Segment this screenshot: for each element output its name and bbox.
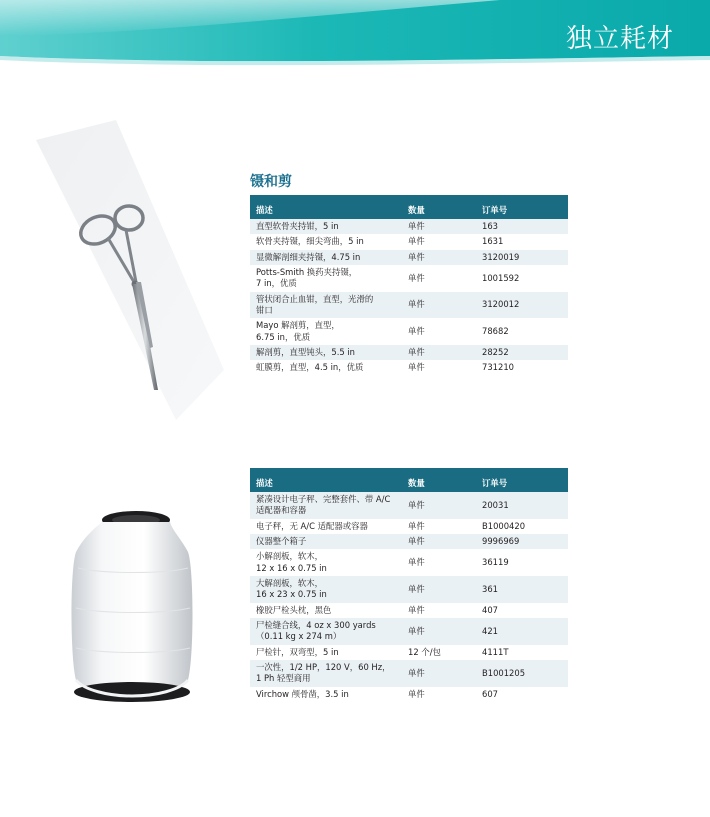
- order-number-cell: 421: [476, 618, 568, 645]
- description-cell: 紧凑设计电子秤、完整套件、带 A/C 适配器和容器: [250, 492, 402, 519]
- table-row: [250, 318, 568, 345]
- quantity-cell: 单件: [402, 618, 476, 645]
- order-number-cell: 36119: [476, 549, 568, 576]
- autopsy-supplies-table: [250, 468, 568, 702]
- order-number-cell: 4111T: [476, 645, 568, 660]
- description-cell: Potts-Smith 换药夹持镊， 7 in，优质: [250, 265, 402, 292]
- quantity-cell: 单件: [402, 603, 476, 618]
- quantity-cell: 单件: [402, 250, 476, 265]
- page-title: 独立耗材: [565, 24, 674, 54]
- quantity-cell: 单件: [402, 519, 476, 534]
- quantity-cell: 单件: [402, 549, 476, 576]
- quantity-cell: 单件: [402, 660, 476, 687]
- description-cell: 橡胶尸检头枕，黑色: [250, 603, 402, 618]
- order-number-cell: 9996969: [476, 534, 568, 549]
- order-number-cell: 1631: [476, 234, 568, 249]
- thread-spool-image: [64, 508, 199, 708]
- order-number-cell: B1001205: [476, 660, 568, 687]
- quantity-cell: 单件: [402, 492, 476, 519]
- description-cell: Virchow 颅骨凿，3.5 in: [250, 687, 402, 702]
- description-cell: 一次性，1/2 HP，120 V，60 Hz， 1 Ph 轻型商用: [250, 660, 402, 687]
- table-body: [250, 492, 568, 702]
- quantity-cell: 单件: [402, 219, 476, 234]
- table-row: [250, 549, 568, 576]
- column-header-quantity: 数量: [402, 195, 476, 219]
- quantity-cell: 单件: [402, 318, 476, 345]
- column-header-quantity: 数量: [402, 468, 476, 492]
- table-row: [250, 265, 568, 292]
- table-row: [250, 618, 568, 645]
- table-header-row: [250, 468, 568, 492]
- description-cell: 尸检针，双弯型，5 in: [250, 645, 402, 660]
- table-row: [250, 219, 568, 234]
- description-cell: 电子秤，无 A/C 适配器或容器: [250, 519, 402, 534]
- forceps-scissors-table: [250, 195, 568, 376]
- section-title: 镊和剪: [250, 174, 292, 190]
- description-cell: 仪器整个箱子: [250, 534, 402, 549]
- column-header-order-number: 订单号: [476, 468, 568, 492]
- description-cell: 管状闭合止血钳，直型，光滑的 钳口: [250, 292, 402, 319]
- quantity-cell: 单件: [402, 345, 476, 360]
- order-number-cell: 1001592: [476, 265, 568, 292]
- order-number-cell: 607: [476, 687, 568, 702]
- order-number-cell: 78682: [476, 318, 568, 345]
- table-row: [250, 687, 568, 702]
- description-cell: 直型软骨夹持钳，5 in: [250, 219, 402, 234]
- table-row: [250, 360, 568, 375]
- order-number-cell: B1000420: [476, 519, 568, 534]
- order-number-cell: 407: [476, 603, 568, 618]
- quantity-cell: 单件: [402, 292, 476, 319]
- order-number-cell: 163: [476, 219, 568, 234]
- column-header-order-number: 订单号: [476, 195, 568, 219]
- quantity-cell: 单件: [402, 534, 476, 549]
- quantity-cell: 单件: [402, 576, 476, 603]
- description-cell: 尸检缝合线，4 oz x 300 yards （0.11 kg x 274 m）: [250, 618, 402, 645]
- table-row: [250, 292, 568, 319]
- description-cell: Mayo 解剖剪，直型， 6.75 in，优质: [250, 318, 402, 345]
- table-header-row: [250, 195, 568, 219]
- table-row: [250, 492, 568, 519]
- table-body: [250, 219, 568, 376]
- table-row: [250, 576, 568, 603]
- description-cell: 解剖剪，直型钝头，5.5 in: [250, 345, 402, 360]
- description-cell: 显微解剖细夹持镊，4.75 in: [250, 250, 402, 265]
- order-number-cell: 731210: [476, 360, 568, 375]
- column-header-description: 描述: [250, 468, 402, 492]
- table-row: [250, 645, 568, 660]
- scissors-image: [26, 120, 224, 420]
- table-row: [250, 603, 568, 618]
- table-row: [250, 660, 568, 687]
- order-number-cell: 3120012: [476, 292, 568, 319]
- order-number-cell: 28252: [476, 345, 568, 360]
- table-row: [250, 345, 568, 360]
- quantity-cell: 单件: [402, 687, 476, 702]
- description-cell: 大解剖板，软木， 16 x 23 x 0.75 in: [250, 576, 402, 603]
- quantity-cell: 单件: [402, 234, 476, 249]
- table-row: [250, 250, 568, 265]
- description-cell: 虹膜剪，直型，4.5 in，优质: [250, 360, 402, 375]
- quantity-cell: 12 个/包: [402, 645, 476, 660]
- order-number-cell: 20031: [476, 492, 568, 519]
- table-row: [250, 519, 568, 534]
- description-cell: 软骨夹持镊，细尖弯曲，5 in: [250, 234, 402, 249]
- table-row: [250, 234, 568, 249]
- description-cell: 小解剖板，软木， 12 x 16 x 0.75 in: [250, 549, 402, 576]
- order-number-cell: 3120019: [476, 250, 568, 265]
- table-row: [250, 534, 568, 549]
- quantity-cell: 单件: [402, 360, 476, 375]
- quantity-cell: 单件: [402, 265, 476, 292]
- order-number-cell: 361: [476, 576, 568, 603]
- column-header-description: 描述: [250, 195, 402, 219]
